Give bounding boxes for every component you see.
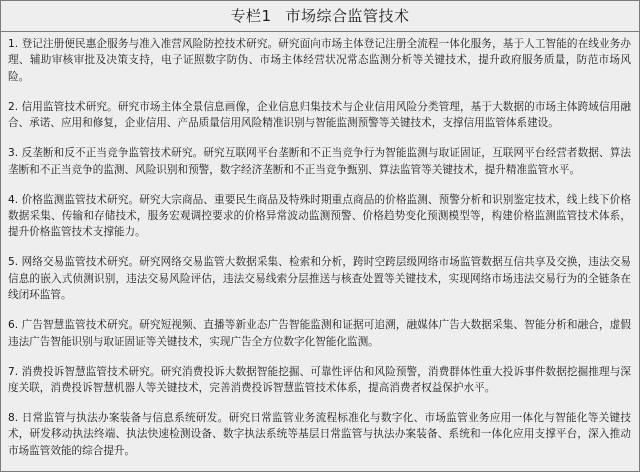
list-item: 5. 网络交易监管技术研究。研究网络交易监管大数据采集、检索和分析，跨时空跨层级网络市场监管数据互信共享及交换，违法交易信息的嵌入式侦测识别，违法交易风险评估，违法交易线索分层推送与核查处置等关键技术，实现网络市场违法交易行为的全链条在线闭环监管。: [8, 256, 631, 302]
list-item: 2. 信用监管技术研究。研究市场主体全景信息画像，企业信息归集技术与企业信用风险分类管理，基于大数据的市场主体跨域信用融合、承诺、应用和修复，企业信用、产品质量信用风险精准识别与智能监测预警等关键技术，支撑信用监管体系建设。: [8, 100, 631, 130]
list-item: 8. 日常监管与执法办案装备与信息系统研发。研究日常监管业务流程标准化与数字化、市场监管业务应用一体化与智能化等关键技术，研发移动执法终端、执法快速检测设备、数字执法系统等基层日常监管与执法办案装备、系统和一体化应用支撑平台，深入推动市场监管效能的综合提升。: [8, 412, 631, 457]
item-list: [1, 32, 639, 459]
list-item: 6. 广告智慧监管技术研究。研究短视频、直播等新业态广告智能监测和证据可追溯，融媒体广告大数据采集、智能分析和融合，虚假违法广告智能识别与取证固证等关键技术，实现广告全方位数字化智能化监测。: [8, 319, 631, 348]
list-item: 4. 价格监测监管技术研究。研究大宗商品、重要民生商品及特殊时期重点商品的价格监测、预警分析和识别鉴定技术，线上线下价格数据采集、传输和存储技术，服务宏观调控要求的价格异常波动监测预警、价格趋势变化预测模型等，构建价格监测监管技术体系，提升价格监管技术支撑能力。: [8, 193, 631, 239]
column-label: 专栏1: [230, 7, 272, 25]
list-item: 3. 反垄断和反不正当竞争监管技术研究。研究互联网平台垄断和不正当竞争行为智能监测与取证固证，互联网平台经营者数据、算法垄断和不正当竞争的监测、风险识别和预警，数字经济垄断和不正当竞争甄别、算法监管等关键技术，提升精准监管水平。: [8, 147, 631, 176]
box-title: [1, 1, 639, 32]
column-title: 市场综合监管技术: [285, 7, 410, 25]
list-item: 7. 消费投诉智慧监管技术研究。研究消费投诉大数据智能挖掘、可靠性评估和风险预警，消费群体性重大投诉事件数据挖掘推理与深度关联，消费投诉智慧机器人等关键技术，完善消费投诉智慧监管技术体系，提高消费者权益保护水平。: [8, 365, 631, 395]
list-item: 1. 登记注册便民惠企服务与准入准营风险防控技术研究。研究面向市场主体登记注册全流程一体化服务，基于人工智能的在线业务办理、辅助审核审批及决策支持，电子证照数字防伪、市场主体经营状况常态监测分析等关键技术，提升政府服务质量，防范市场风险。: [8, 38, 631, 83]
